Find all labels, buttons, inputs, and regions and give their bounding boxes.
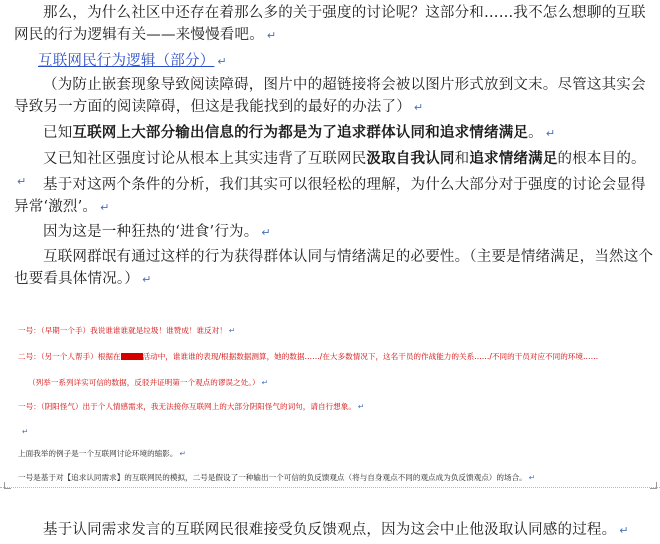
premise-two-prefix: 又已知社区强度讨论从根本上其实违背了互联网民 [43, 151, 367, 167]
redacted-block [121, 353, 143, 360]
paragraph-necessity-text: 互联网群氓有通过这样的行为获得群体认同与情绪满足的必要性。（主要是情绪满足，当然这个也要看具体情况。） [14, 249, 654, 287]
dialogue-line-one-text: 一号：（早期一个手）我说谁谁谁就是垃圾！谁赞成！谁反对！ [18, 326, 227, 335]
dialogue-line-three-text: （列举一系列详实可信的数据，反驳并证明第一个观点的谬误之处。） [28, 378, 260, 387]
paragraph-feeding [14, 221, 654, 244]
dialogue-line-five [18, 448, 654, 460]
dialogue-line-six-text: 一号是基于对【追求认同需求】的互联网民的模拟，二号是假设了一种输出一个可信的负反馈观点（将与自身观点不同的观点成为负反馈观点）的场合。 [18, 473, 527, 482]
paragraph-mark-icon: ↵ [17, 175, 27, 188]
paragraph-premise-one [14, 122, 654, 145]
dialogue-line-three [28, 377, 660, 389]
corner-mark-right [650, 482, 657, 489]
paragraph-conclusion-text: 基于认同需求发言的互联网民很难接受负反馈观点，因为这会中止他汲取认同感的过程。 [43, 522, 617, 538]
paragraph-necessity [14, 246, 654, 291]
paragraph-mark-icon: ↵ [528, 473, 536, 482]
paragraph-mark-icon: ↵ [217, 55, 227, 68]
dialogue-line-four-text: 一号：（阴阳怪气）出于个人情感需求，我无法接你互联网上的大部分阴阳怪气的词句，请自行想象。 [18, 402, 356, 411]
page-break-divider [0, 487, 660, 488]
premise-one-bold: 互联网上大部分输出信息的行为都是为了追求群体认同和追求情绪满足 [72, 124, 529, 141]
paragraph-mark-icon: ↵ [266, 29, 277, 42]
paragraph-note-text: （为防止嵌套现象导致阅读障碍，图片中的超链接将会被以图片形式放到文末。尽管这其实会导致另一方面的阅读障碍，但这是我能找到的最好的办法了） [14, 77, 646, 115]
paragraph-mark-icon: ↵ [228, 326, 236, 335]
paragraph-mark-icon: ↵ [100, 201, 110, 214]
paragraph-intro-text: 那么，为什么社区中还存在着那么多的关于强度的讨论呢？这部分和……我不怎么想聊的互联网民的行为逻辑有关——来慢慢看吧。 [14, 5, 646, 43]
paragraph-mark-icon: ↵ [357, 402, 365, 411]
premise-two-suffix: 的根本目的。 [557, 151, 646, 167]
paragraph-note [14, 74, 654, 119]
paragraph-mark-icon: ↵ [261, 378, 268, 387]
paragraph-analysis-text: 基于对这两个条件的分析，我们其实可以很轻松的理解，为什么大部分对于强度的讨论会显得异常‘激烈’。 [14, 177, 646, 215]
premise-one-suffix: 。 [528, 125, 543, 141]
paragraph-mark-icon: ↵ [179, 449, 186, 458]
dialogue-line-six [18, 472, 654, 484]
dialogue-line-four [18, 401, 654, 413]
behavior-logic-link[interactable]: 互联网民行为逻辑（部分） [38, 53, 215, 69]
empty-line-mark [20, 426, 656, 438]
paragraph-mark-icon: ↵ [619, 524, 629, 537]
premise-two-bold-b: 追求情绪满足 [469, 150, 558, 167]
premise-two-join: 和 [454, 151, 470, 167]
premise-one-prefix: 已知 [43, 125, 73, 141]
behavior-logic-link-line [38, 50, 638, 73]
premise-two-bold-a: 汲取自我认同 [366, 150, 455, 167]
paragraph-intro [14, 2, 654, 47]
paragraph-mark-icon: ↵ [261, 226, 271, 239]
paragraph-mark-icon: ↵ [142, 273, 152, 286]
dialogue-line-two [18, 351, 654, 363]
paragraph-mark-icon: ↵ [545, 127, 556, 140]
paragraph-mark-icon: ↵ [22, 427, 29, 436]
paragraph-feeding-text: 因为这是一种狂热的‘进食’行为。 [43, 224, 259, 240]
paragraph-mark-icon: ↵ [413, 101, 424, 114]
dialogue-line-five-text: 上面我举的例子是一个互联网讨论环境的缩影。 [18, 449, 178, 458]
paragraph-conclusion [14, 519, 654, 542]
dialogue-line-one [18, 325, 654, 337]
corner-mark-left [4, 482, 11, 489]
paragraph-analysis [14, 174, 654, 219]
dialogue-line-two-prefix: 二号：（另一个人帮手）根据在 [18, 352, 121, 361]
dialogue-line-two-text: 活动中，谁谁谁的表现/根据数据测算，她的数据……/在大多数情况下，这名干员的作战能力的关系……/不同的干员对应不同的环境…… [142, 352, 599, 361]
